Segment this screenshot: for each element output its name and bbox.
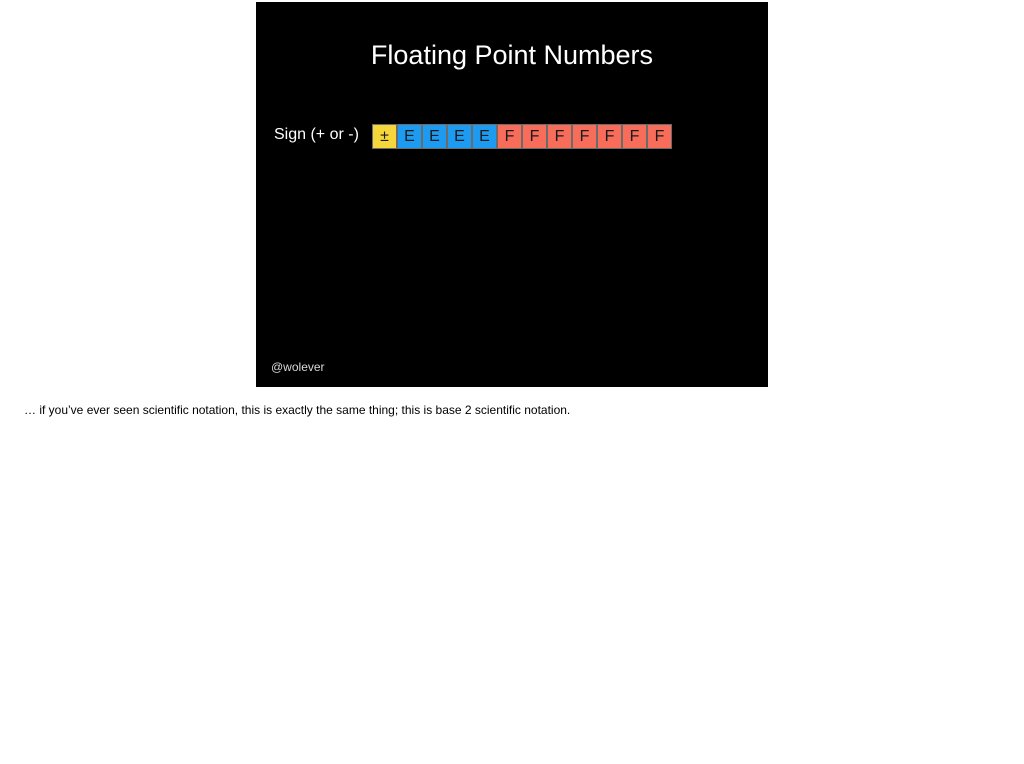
author-handle: @wolever: [271, 360, 325, 374]
exponent-bit-cell: E: [397, 124, 422, 149]
fraction-bit-cell: F: [572, 124, 597, 149]
fraction-bit-cell: F: [622, 124, 647, 149]
sign-bit-cell: ±: [372, 124, 397, 149]
exponent-bit-cell: E: [447, 124, 472, 149]
exponent-bit-cell: E: [472, 124, 497, 149]
fraction-bit-cell: F: [522, 124, 547, 149]
bit-row: [372, 124, 672, 149]
fraction-bit-cell: F: [647, 124, 672, 149]
fraction-bit-cell: F: [497, 124, 522, 149]
sign-label: Sign (+ or -): [274, 126, 359, 143]
slide: [256, 2, 768, 387]
fraction-bit-cell: F: [597, 124, 622, 149]
slide-title: Floating Point Numbers: [370, 40, 654, 70]
presenter-notes: … if you’ve ever seen scientific notation, this is exactly the same thing; this is base 2 scientific notation.: [24, 403, 571, 417]
fraction-bit-cell: F: [547, 124, 572, 149]
exponent-bit-cell: E: [422, 124, 447, 149]
